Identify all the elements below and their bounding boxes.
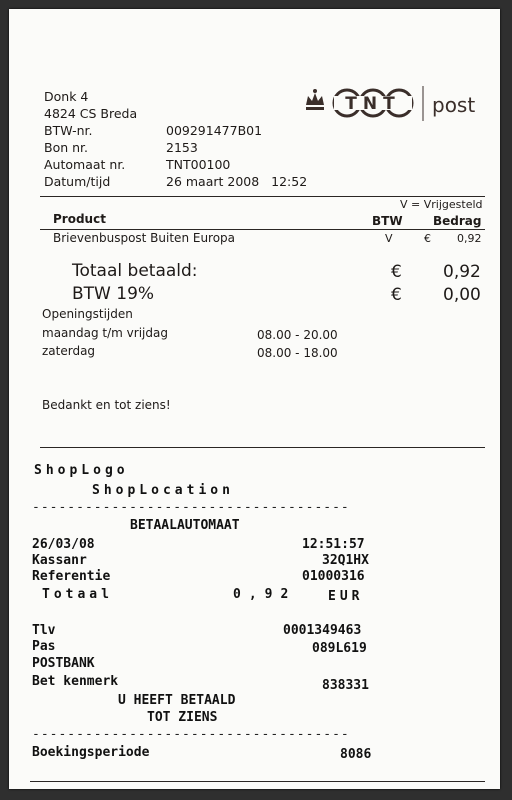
dash-line-1: ------------------------------------ bbox=[32, 500, 350, 515]
col-btw-header: BTW bbox=[372, 214, 403, 228]
totaal-amount: 0,92 bbox=[233, 587, 297, 602]
paid-message: U HEEFT BETAALD bbox=[118, 693, 236, 708]
kassanr-label: Kassanr bbox=[32, 553, 87, 568]
btw-nr-label: BTW-nr. bbox=[44, 123, 93, 138]
svg-text:TNT: TNT bbox=[345, 94, 401, 114]
address-street: Donk 4 bbox=[44, 89, 89, 104]
kenmerk-value: 838331 bbox=[322, 678, 369, 693]
bank-name: POSTBANK bbox=[32, 656, 95, 671]
tlv-value: 0001349463 bbox=[283, 623, 362, 638]
bon-nr-value: 2153 bbox=[166, 140, 198, 155]
product-name: Brievenbuspost Buiten Europa bbox=[53, 231, 236, 245]
total-currency: € bbox=[391, 262, 402, 282]
product-amount: 0,92 bbox=[457, 232, 482, 245]
col-bedrag-header: Bedrag bbox=[433, 214, 482, 228]
slip-title: BETAALAUTOMAAT bbox=[130, 518, 240, 533]
opening-saturday-hours: 08.00 - 18.00 bbox=[257, 346, 338, 360]
pas-value: 089L619 bbox=[312, 641, 367, 656]
btw-amount: 0,00 bbox=[443, 285, 481, 305]
btw-label: BTW 19% bbox=[72, 284, 155, 304]
vrijgesteld-legend: V = Vrijgesteld bbox=[400, 198, 483, 211]
opening-weekdays-hours: 08.00 - 20.00 bbox=[257, 328, 338, 342]
boeking-label: Boekingsperiode bbox=[32, 745, 150, 760]
kenmerk-label: Bet kenmerk bbox=[32, 674, 119, 689]
product-btw: V bbox=[385, 232, 393, 245]
opening-hours-title: Openingstijden bbox=[42, 307, 133, 321]
col-product-header: Product bbox=[53, 212, 106, 226]
tlv-label: Tlv bbox=[32, 623, 56, 638]
divider-bottom bbox=[30, 781, 485, 782]
btw-nr-value: 009291477B01 bbox=[166, 123, 263, 138]
divider-slip bbox=[40, 447, 485, 448]
total-amount: 0,92 bbox=[443, 262, 481, 282]
tnt-logo-icon bbox=[300, 83, 430, 123]
datum-tijd-label: Datum/tijd bbox=[44, 174, 111, 189]
bon-nr-label: Bon nr. bbox=[44, 140, 89, 155]
referentie-value: 01000316 bbox=[302, 569, 365, 584]
datum-tijd-value: 26 maart 2008 12:52 bbox=[166, 174, 308, 189]
post-wordmark: post bbox=[432, 93, 476, 117]
opening-weekdays: maandag t/m vrijdag bbox=[42, 326, 168, 340]
dash-line-2: ------------------------------------ bbox=[32, 727, 350, 742]
slip-date: 26/03/08 bbox=[32, 537, 95, 552]
totaal-currency: EUR bbox=[328, 589, 364, 604]
product-currency: € bbox=[424, 232, 431, 245]
shop-logo: ShopLogo bbox=[34, 463, 129, 478]
opening-saturday: zaterdag bbox=[42, 344, 96, 358]
kassanr-value: 32Q1HX bbox=[322, 553, 369, 568]
totaal-label: Totaal bbox=[42, 587, 113, 602]
address-city: 4824 CS Breda bbox=[44, 106, 138, 121]
referentie-label: Referentie bbox=[32, 569, 111, 584]
shop-location: ShopLocation bbox=[92, 483, 234, 498]
thanks-message: Bedankt en tot ziens! bbox=[42, 398, 171, 412]
tnt-post-logo bbox=[300, 83, 480, 127]
slip-time: 12:51:57 bbox=[302, 537, 365, 552]
automaat-nr-value: TNT00100 bbox=[166, 157, 231, 172]
divider-table bbox=[40, 229, 485, 230]
divider-top bbox=[40, 196, 485, 197]
pas-label: Pas bbox=[32, 639, 56, 654]
btw-currency: € bbox=[391, 285, 402, 305]
goodbye-message: TOT ZIENS bbox=[147, 710, 218, 725]
boeking-value: 8086 bbox=[340, 747, 372, 762]
automaat-nr-label: Automaat nr. bbox=[44, 157, 126, 172]
total-label: Totaal betaald: bbox=[72, 261, 198, 281]
